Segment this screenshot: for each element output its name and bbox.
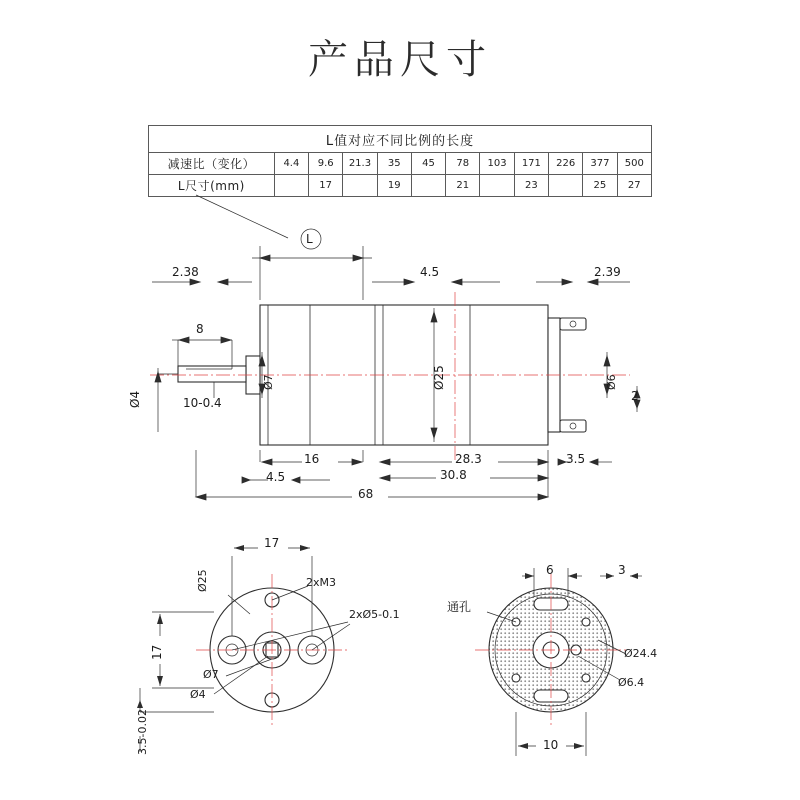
cell: 9.6 xyxy=(309,153,343,175)
side-view-geometry xyxy=(150,292,630,460)
cell: 45 xyxy=(411,153,445,175)
table-header-cell: L值对应不同比例的长度 xyxy=(149,126,652,153)
cell: 4.4 xyxy=(274,153,308,175)
dim-2xO5: 2xØ5-0.1 xyxy=(349,608,400,621)
balloon-label-L: L xyxy=(306,232,313,246)
dim-3-rear: 3 xyxy=(618,563,626,577)
dim-17-left: 17 xyxy=(150,644,164,660)
dim-6-rear: 6 xyxy=(546,563,554,577)
dim-4-5-top: 4.5 xyxy=(420,265,440,279)
dim-2-side: 2 xyxy=(631,389,639,403)
front-view-geometry xyxy=(196,574,348,726)
rear-view-geometry xyxy=(475,574,627,726)
dim-10-rear: 10 xyxy=(543,738,559,752)
cell: 35 xyxy=(377,153,411,175)
cell: 78 xyxy=(446,153,480,175)
dim-68: 68 xyxy=(358,487,374,501)
cell: 19 xyxy=(377,175,411,197)
label-through-hole: 通孔 xyxy=(447,600,472,614)
dim-2xM3: 2xM3 xyxy=(306,576,336,589)
dim-2-39: 2.39 xyxy=(594,265,621,279)
dim-3-5: 3.5 xyxy=(566,452,586,466)
dim-phi4-front: Ø4 xyxy=(190,688,206,701)
dim-phi6-side: Ø6 xyxy=(605,374,618,390)
dim-phi25: Ø25 xyxy=(432,365,446,390)
dim-phi25-front: Ø25 xyxy=(196,569,209,592)
dim-phi6-4: Ø6.4 xyxy=(618,676,645,689)
row-label-length: L尺寸(mm) xyxy=(149,175,275,197)
dim-4-5-bottom: 4.5 xyxy=(266,470,286,484)
dim-3-5-002: 3.5-0.02 xyxy=(136,709,149,755)
dim-2-38: 2.38 xyxy=(172,265,199,279)
cell: 226 xyxy=(549,153,583,175)
dim-phi7-side: Ø7 xyxy=(262,374,275,390)
dim-phi4-side: Ø4 xyxy=(128,390,142,408)
leader-L-balloon xyxy=(196,195,321,249)
cell: 21.3 xyxy=(343,153,377,175)
dim-17-top: 17 xyxy=(264,536,280,550)
cell: 17 xyxy=(309,175,343,197)
dim-8: 8 xyxy=(196,322,204,336)
dim-16: 16 xyxy=(304,452,320,466)
dim-phi7-front: Ø7 xyxy=(203,668,219,681)
row-label-ratio: 减速比（变化） xyxy=(149,153,275,175)
cell: 27 xyxy=(617,175,651,197)
dim-10-04: 10-0.4 xyxy=(183,396,222,410)
dim-28-3: 28.3 xyxy=(455,452,482,466)
cell: 171 xyxy=(514,153,548,175)
cell: 377 xyxy=(583,153,617,175)
dim-30-8: 30.8 xyxy=(440,468,467,482)
page-title: 产品尺寸 xyxy=(308,37,492,83)
cell: 500 xyxy=(617,153,651,175)
dim-phi24-4: Ø24.4 xyxy=(624,647,658,660)
cell: 23 xyxy=(514,175,548,197)
cell: 25 xyxy=(583,175,617,197)
cell: 21 xyxy=(446,175,480,197)
cell: 103 xyxy=(480,153,514,175)
